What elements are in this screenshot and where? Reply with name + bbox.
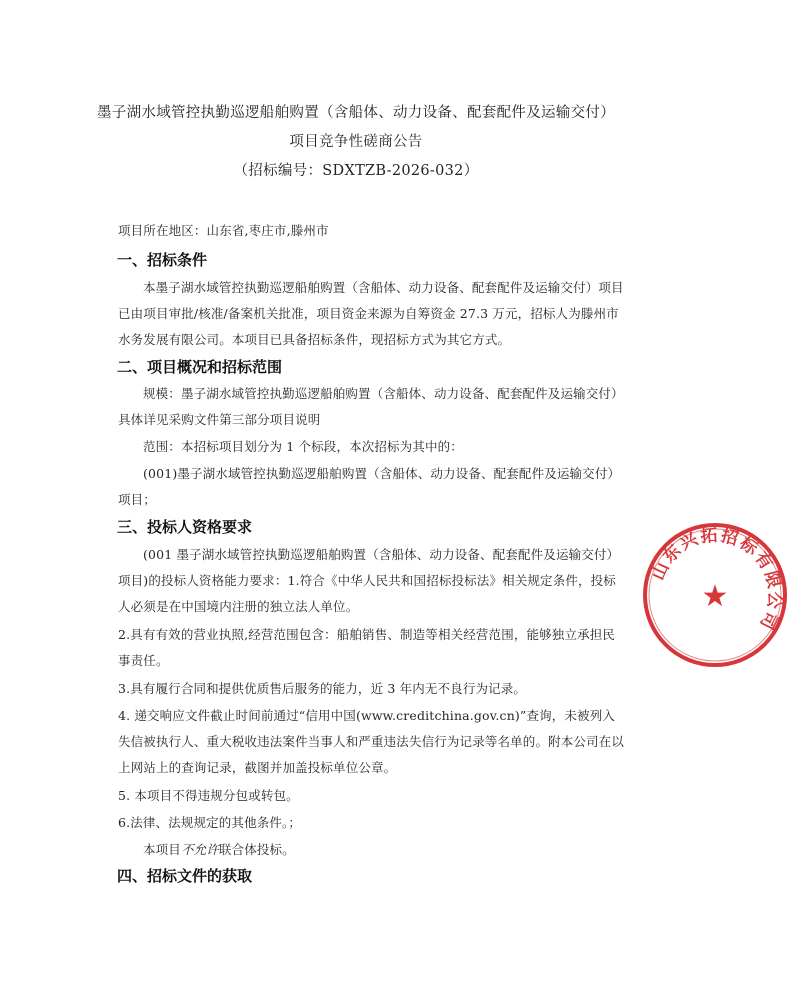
consortium-prefix: 本项目 <box>143 842 181 857</box>
doc-title-line2: 项目竞争性磋商公告 <box>289 134 423 150</box>
s3-item2-line2: 事责任。 <box>118 653 169 668</box>
s2-scale-line2: 具体详见采购文件第三部分项目说明 <box>118 412 321 427</box>
seal-star-icon: ★ <box>701 579 729 614</box>
section-heading-1: 一、招标条件 <box>117 251 208 269</box>
s3-item3: 3.具有履行合同和提供优质售后服务的能力，近 3 年内无不良行为记录。 <box>118 681 527 696</box>
s3-item2-line1: 2.具有有效的营业执照,经营范围包含：船舶销售、制造等相关经营范围，能够独立承担民 <box>118 627 616 642</box>
doc-title-line3: （招标编号：SDXTZB-2026-032） <box>233 163 479 179</box>
s3-item4-line2: 失信被执行人、重大税收违法案件当事人和严重违法失信行为记录等名单的。附本公司在以 <box>118 734 625 749</box>
s2-range-line3: 项目； <box>118 492 156 507</box>
consortium-emphasis: 不允许 <box>180 842 219 857</box>
s3-item5: 5. 本项目不得违规分包或转包。 <box>118 788 299 803</box>
s3-item4-line3: 上网站上的查询记录，截图并加盖投标单位公章。 <box>118 760 397 775</box>
section-heading-3: 三、投标人资格要求 <box>117 518 253 536</box>
seal-inner-ring <box>649 529 781 661</box>
project-region: 项目所在地区：山东省,枣庄市,滕州市 <box>118 223 329 238</box>
seal-outer-ring <box>645 525 785 665</box>
s2-scale-line1: 规模：墨子湖水域管控执勤巡逻船舶购置（含船体、动力设备、配套配件及运输交付） <box>143 386 624 401</box>
s1-paragraph-line1: 本墨子湖水域管控执勤巡逻船舶购置（含船体、动力设备、配套配件及运输交付）项目 <box>143 280 624 295</box>
doc-title-line1: 墨子湖水域管控执勤巡逻船舶购置（含船体、动力设备、配套配件及运输交付） <box>97 105 615 121</box>
s3-item6: 6.法律、法规规定的其他条件。； <box>118 815 302 830</box>
s3-qualification-line1: (001 墨子湖水域管控执勤巡逻船舶购置（含船体、动力设备、配套配件及运输交付） <box>143 547 620 562</box>
s3-item4-line1: 4. 递交响应文件截止时间前通过“信用中国(www.creditchina.gov.cn)”查询，未被列入 <box>118 708 616 723</box>
s2-range-line1: 范围：本招标项目划分为 1 个标段，本次招标为其中的： <box>143 439 463 454</box>
s3-qualification-line2: 项目)的投标人资格能力要求：1.符合《中华人民共和国招标投标法》相关规定条件，投标 <box>118 573 616 588</box>
s2-range-line2: (001)墨子湖水域管控执勤巡逻船舶购置（含船体、动力设备、配套配件及运输交付） <box>143 466 621 481</box>
s3-qualification-line3: 人必须是在中国境内注册的独立法人单位。 <box>118 599 359 614</box>
s3-consortium-line <box>143 840 295 858</box>
s1-paragraph-line2: 已由项目审批/核准/备案机关批准，项目资金来源为自筹资金 27.3 万元，招标人为滕州市 <box>118 306 619 321</box>
s1-paragraph-line3: 水务发展有限公司。本项目已具备招标条件，现招标方式为其它方式。 <box>118 332 511 347</box>
consortium-suffix: 联合体投标。 <box>218 842 295 857</box>
section-heading-2: 二、项目概况和招标范围 <box>117 358 283 376</box>
seal-text: 山东兴拓招标有限公司 <box>648 525 785 634</box>
section-heading-4: 四、招标文件的获取 <box>117 867 253 885</box>
company-seal <box>640 520 790 670</box>
